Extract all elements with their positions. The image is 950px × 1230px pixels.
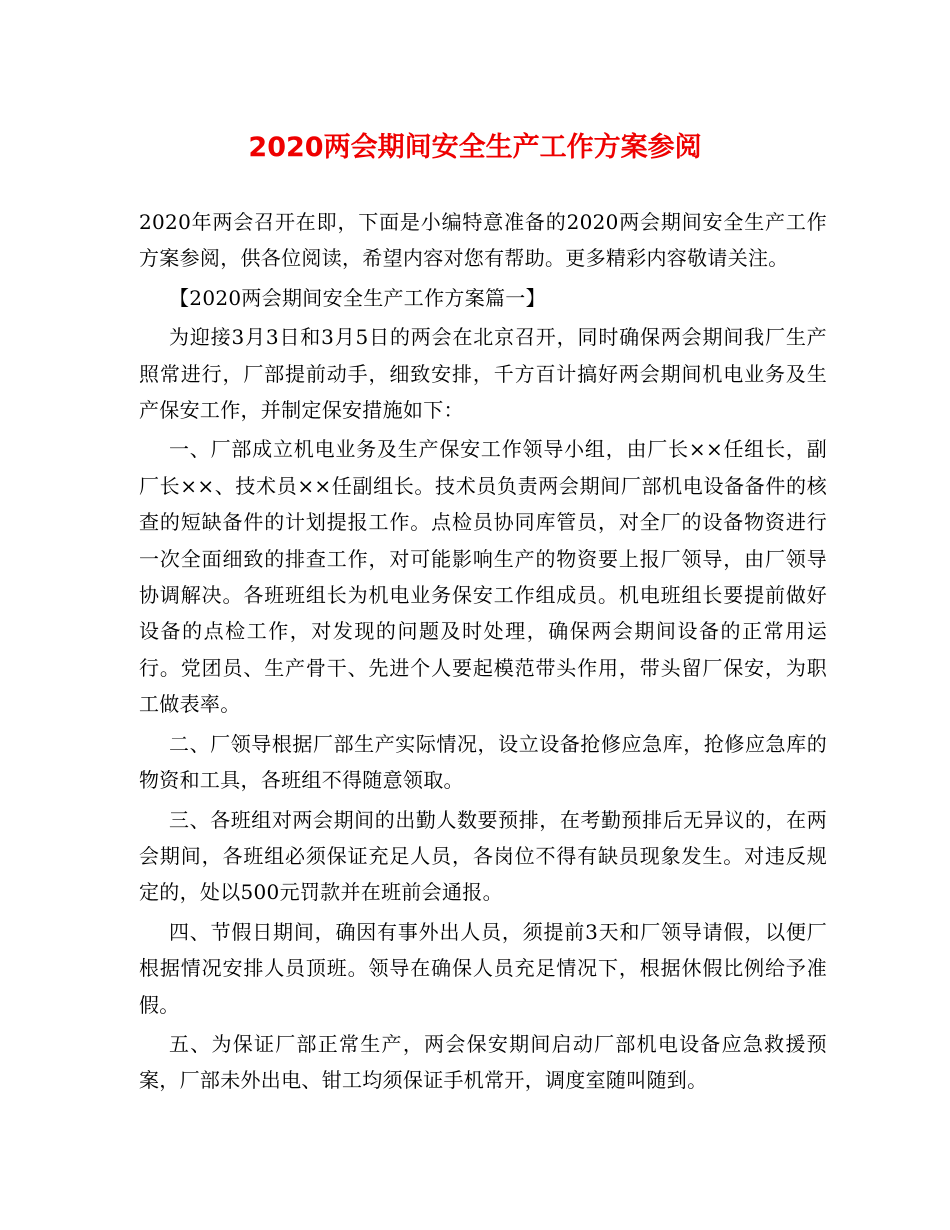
section-heading: 【2020两会期间安全生产工作方案篇一】: [169, 285, 546, 310]
intro-paragraph: 2020年两会召开在即，下面是小编特意准备的2020两会期间安全生产工作方案参阅，供各位阅读，希望内容对您有帮助。更多精彩内容敬请关注。: [139, 210, 827, 271]
document-body: [139, 204, 827, 1102]
document-title: 2020两会期间安全生产工作方案参阅: [248, 132, 702, 163]
body-paragraph-3: 二、厂领导根据厂部生产实际情况，设立设备抢修应急库，抢修应急库的物资和工具，各班组不得随意领取。: [139, 731, 827, 793]
body-paragraph-4: 三、各班组对两会期间的出勤人数要预排，在考勤预排后无异议的，在两会期间，各班组必须保证充足人员，各岗位不得有缺员现象发生。对违反规定的，处以500元罚款并在班前会通报。: [139, 807, 827, 905]
body-paragraph-1: 为迎接3月3日和3月5日的两会在北京召开，同时确保两会期间我厂生产照常进行，厂部提前动手，细致安排，千方百计搞好两会期间机电业务及生产保安工作，并制定保安措施如下：: [139, 325, 827, 423]
body-paragraph-6: 五、为保证厂部正常生产，两会保安期间启动厂部机电设备应急救援预案，厂部未外出电、钳工均须保证手机常开，调度室随叫随到。: [139, 1031, 827, 1093]
body-paragraph-5: 四、节假日期间，确因有事外出人员，须提前3天和厂领导请假，以便厂根据情况安排人员顶班。领导在确保人员充足情况下，根据休假比例给予准假。: [139, 919, 827, 1017]
body-paragraph-2: 一、厂部成立机电业务及生产保安工作领导小组，由厂长××任组长，副厂长××、技术员××任副组长。技术员负责两会期间厂部机电设备备件的核查的短缺备件的计划提报工作。点检员协同库管员，对全厂的设备物资进行一次全面细致的排查工作，对可能影响生产的物资要上报厂领导，由厂领导协调解决。各班班组长为机电业务保安工作组成员。机电班组长要提前做好设备的点检工作，对发现的问题及时处理，确保两会期间设备的正常用运行。党团员、生产骨干、先进个人要起模范带头作用，带头留厂保安，为职工做表率。: [139, 437, 827, 717]
